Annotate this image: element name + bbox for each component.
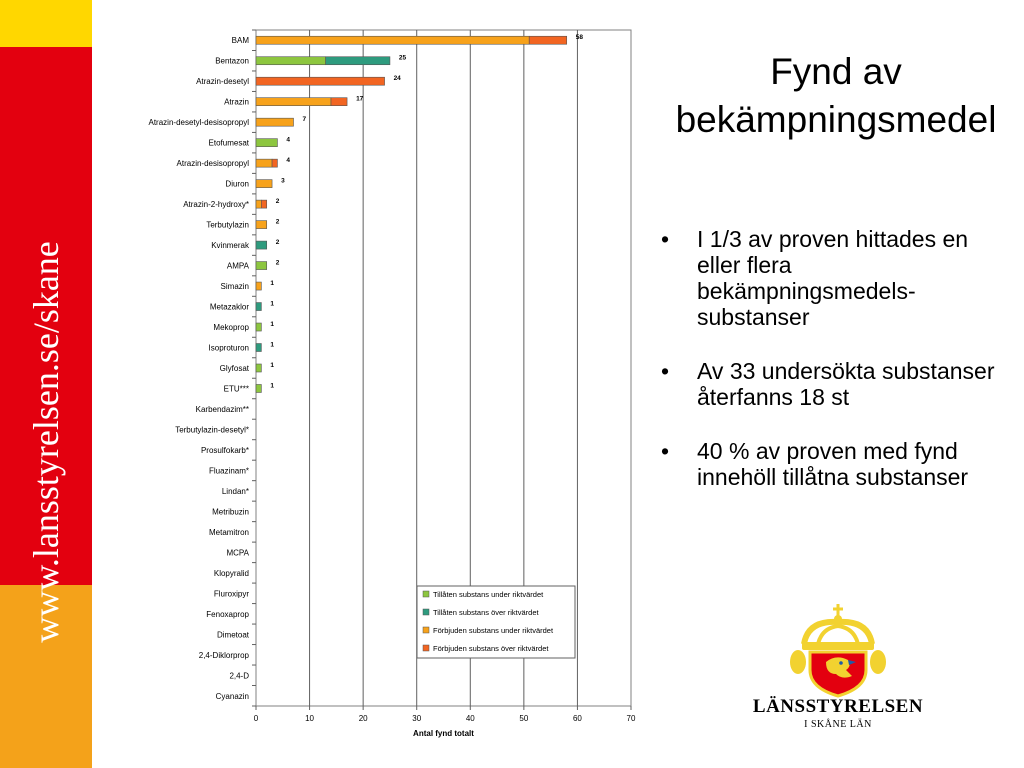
data-label: 2 [275,259,280,267]
bar-segment [256,364,261,372]
bullet-icon: • [661,358,670,384]
y-category-label: MCPA [226,548,249,558]
y-category-label: Fluazinam* [208,466,249,476]
y-category-label: Karbendazim** [195,404,249,414]
x-tick-label: 40 [465,714,475,723]
bullet-item [655,358,995,410]
y-category-label: Lindan* [221,486,249,496]
bar-segment [256,384,261,392]
data-label: 25 [398,54,407,62]
bar-segment [256,57,326,65]
bullet-text: Av 33 undersökta substanser återfanns 18 st [697,358,995,410]
data-label: 17 [356,95,364,103]
legend-entry: Tillåten substans över riktvärdet [433,608,539,617]
y-category-label: Fenoxaprop [206,609,249,619]
bullet-icon: • [661,438,670,464]
data-label: 24 [393,75,401,83]
bar-segment [529,36,567,44]
bar-segment [256,323,261,331]
legend-entry: Förbjuden substans över riktvärdet [433,644,549,653]
bar-segment [256,98,331,106]
y-category-label: Atrazin-desetyl [196,77,249,87]
bar-segment [256,344,261,352]
y-category-label: Atrazin [224,97,249,107]
y-category-label: ETU*** [223,384,249,394]
bar-chart [92,0,648,768]
bar-segment [331,98,347,106]
lansstyrelsen-logo [748,600,928,750]
y-category-label: AMPA [226,261,249,271]
sidebar-url-text: www.lansstyrelsen.se/skane [26,241,66,643]
y-category-label: Klopyralid [213,568,249,578]
legend-swatch [423,627,429,633]
data-label: 1 [270,341,274,349]
bullet-text: I 1/3 av proven hittades en eller flera bekämpningsmedels-substanser [697,226,969,330]
y-category-label: Etofumesat [208,138,249,148]
legend-swatch [423,591,429,597]
y-category-label: Dimetoat [216,630,249,640]
x-tick-label: 20 [358,714,368,723]
logo-name: LÄNSSTYRELSEN [752,696,924,717]
bar-segment [256,77,385,85]
slide-title [648,48,1024,144]
slide-title-line-1: Fynd av [770,51,902,92]
data-label: 7 [302,116,307,124]
bar-segment [256,200,261,208]
data-label: 4 [286,157,291,165]
bar-segment [326,57,390,65]
bar-segment [261,200,266,208]
y-category-label: 2,4-Diklorprop [198,650,249,660]
data-label: 1 [270,280,274,288]
data-label: 1 [270,362,274,369]
y-category-label: Bentazon [215,56,249,66]
bullet-list [655,226,995,518]
legend-swatch [423,645,429,651]
y-category-label: Isoproturon [208,343,249,353]
x-tick-label: 30 [412,714,422,723]
data-label: 1 [270,382,274,390]
data-label: 3 [281,177,285,185]
bar-segment [272,159,277,167]
y-category-label: Atrazin-desisopropyl [176,159,249,169]
data-label: 4 [286,136,291,144]
x-tick-label: 10 [305,714,315,723]
slide-title-line-2: bekämpningsmedel [675,99,997,140]
bar-segment [256,159,272,167]
x-tick-label: 0 [253,714,259,723]
sidebar-band-yellow [0,0,92,47]
y-category-label: BAM [231,36,249,46]
bar-segment [256,303,261,311]
y-category-label: Metamitron [208,527,249,537]
bullet-item [655,438,995,490]
bullet-item [655,226,995,330]
x-tick-label: 60 [572,714,582,723]
bar-segment [256,282,261,290]
y-category-label: Terbutylazin-desetyl* [175,425,249,435]
y-category-label: Mekoprop [213,323,249,333]
bullet-icon: • [661,226,670,252]
bar-segment [256,36,529,44]
data-label: 2 [275,218,280,226]
y-category-label: Atrazin-desetyl-desisopropyl [148,118,249,128]
bar-segment [256,221,267,229]
legend-entry: Förbjuden substans under riktvärdet [433,626,554,635]
crown-griffin-shield-icon [748,600,928,698]
y-category-label: Simazin [220,282,249,292]
data-label: 2 [275,198,280,206]
x-tick-label: 50 [519,714,529,723]
x-axis-label: Antal fynd totalt [413,729,474,738]
bar-segment [256,118,294,126]
bar-segment [256,262,267,270]
y-category-label: Prosulfokarb* [200,445,249,455]
y-category-label: Kvinmerak [211,241,249,251]
y-category-label: Fluroxipyr [213,589,249,599]
y-category-label: Terbutylazin [206,220,249,230]
bar-segment [256,139,277,147]
legend-entry: Tillåten substans under riktvärdet [433,590,544,599]
legend-swatch [423,609,429,615]
y-category-label: Diuron [225,179,249,189]
data-label: 58 [575,34,583,42]
y-category-label: Metribuzin [212,507,249,517]
bar-segment [256,180,272,188]
y-category-label: Metazaklor [209,302,249,312]
y-category-label: 2,4-D [229,671,249,681]
data-label: 1 [270,321,274,329]
y-category-label: Glyfosat [219,364,249,373]
y-category-label: Atrazin-2-hydroxy* [183,200,249,210]
x-tick-label: 70 [626,714,636,723]
bullet-text: 40 % av proven med fynd innehöll tillåtna substanser [697,438,969,490]
data-label: 2 [275,239,280,247]
sidebar-banner [0,0,92,768]
bar-segment [256,241,267,249]
y-category-label: Cyanazin [215,691,249,701]
logo-subtitle: I SKÅNE LÄN [804,719,872,730]
data-label: 1 [270,300,274,308]
